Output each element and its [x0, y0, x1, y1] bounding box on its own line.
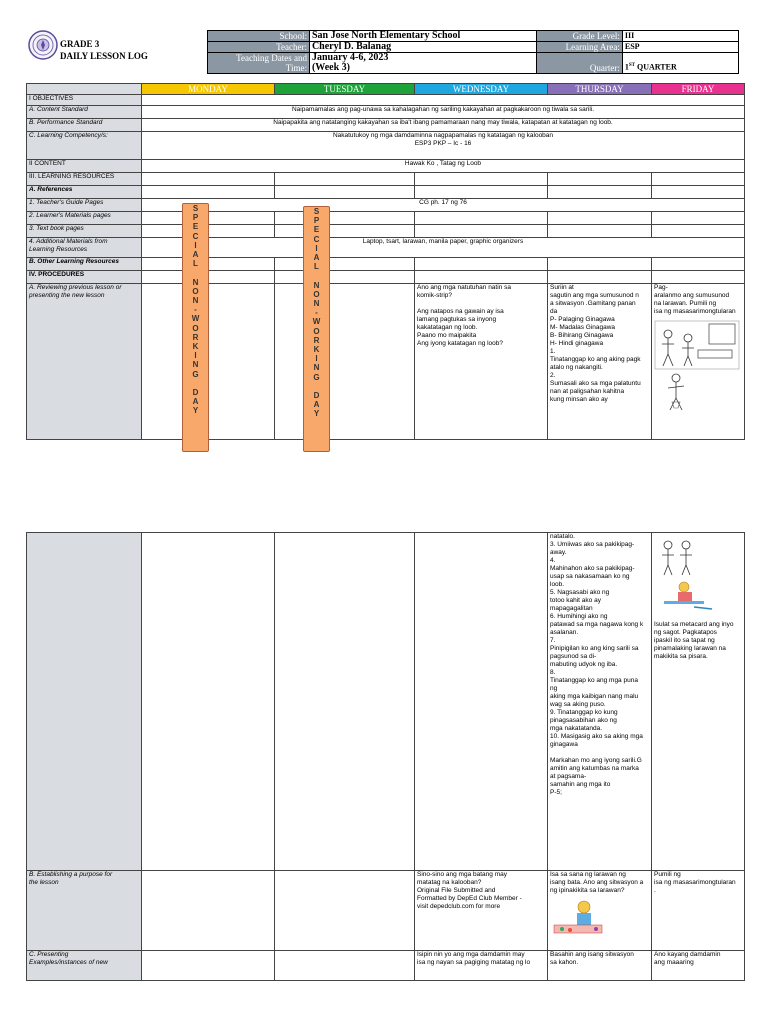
- special-day-letter: R: [192, 332, 199, 342]
- purpose-wed-line: matatag na kalooban?: [417, 879, 482, 886]
- reviewing-wed-line: komik-strip?: [417, 292, 453, 299]
- special-day-letter: N: [192, 360, 199, 370]
- continued-thu-line: mga nakatatanda.: [550, 725, 603, 732]
- dates-line2: (Week 3): [311, 62, 350, 73]
- content-standard-label: A. Content Standard: [27, 106, 142, 119]
- reviewing-thu-line: 1.: [550, 348, 556, 355]
- purpose-thu-line: isang bata. Ano ang sitwasyon a: [550, 879, 644, 886]
- special-day-letter: P: [313, 216, 320, 226]
- reviewing-fri-line: aralanmo ang sumusunod: [654, 292, 730, 299]
- references-thu: [548, 186, 652, 199]
- continued-thu-text: [550, 533, 649, 797]
- special-day-letter: O: [192, 323, 199, 333]
- purpose-fri-text: [654, 871, 742, 895]
- continued-fri-line: pinamalaking larawan na: [654, 645, 726, 652]
- special-day-letter: C: [192, 231, 199, 241]
- resources-fri: [652, 173, 745, 186]
- presenting-wed: [415, 951, 548, 981]
- other-tue: [275, 258, 415, 271]
- corner-cell: [27, 84, 142, 95]
- purpose-wed-line: Original File Submitted and: [417, 887, 496, 894]
- day-tuesday: TUESDAY: [275, 84, 415, 95]
- presenting-thu-text: [550, 951, 649, 967]
- special-non-working-day-monday: [182, 203, 209, 452]
- special-day-letter: K: [192, 342, 199, 352]
- presenting-tue: [275, 951, 415, 981]
- presenting-label: [27, 951, 142, 981]
- competency-code: ESP3 PKP – Ic - 16: [414, 140, 472, 147]
- other-fri: [652, 258, 745, 271]
- procedures-label: IV. PROCEDURES: [27, 271, 142, 284]
- continued-thu-line: Markahan mo ang iyong sarili.G: [550, 757, 642, 764]
- content-value: Hawak Ko , Tatag ng Loob: [142, 160, 745, 173]
- other-wed: [415, 258, 548, 271]
- continued-fri-text: [654, 621, 742, 661]
- continued-thu-line: 5. Nagsasabi ako ng: [550, 589, 610, 596]
- purpose-wed-line: Sino-sino ang mga batang may: [417, 871, 507, 878]
- special-day-letter: I: [315, 354, 318, 364]
- lm-label: 2. Learner's Materials pages: [27, 212, 142, 225]
- special-day-letter: A: [192, 250, 199, 260]
- special-day-letter: A: [313, 400, 320, 410]
- additional-label-line1: 4. Additional Materials from: [29, 238, 108, 245]
- reviewing-wed-line: Paano mo maipakita: [417, 332, 477, 339]
- reviewing-fri-line: Pag-: [654, 284, 668, 291]
- purpose-wed-line: Formatted by DepEd Club Member -: [417, 895, 522, 902]
- reviewing-thu-line: Tinatanggap ko ang aking pagk: [550, 356, 641, 363]
- other-thu: [548, 258, 652, 271]
- special-day-letter: L: [193, 259, 198, 269]
- special-day-letter: S: [192, 204, 199, 213]
- additional-label-line2: Learning Resources: [29, 246, 88, 253]
- reviewing-fri-line: isa ng masasarimongtularan: [654, 308, 736, 315]
- quarter-number: 1: [624, 63, 629, 72]
- resources-tue: [275, 173, 415, 186]
- special-day-letter: [183, 379, 208, 388]
- purpose-fri: [652, 871, 745, 951]
- continued-thu-line: pagsunod sa di-: [550, 653, 597, 660]
- reviewing-thu-line: a sitwasyon .Gamitang panan: [550, 300, 636, 307]
- additional-label: [27, 238, 142, 258]
- other-resources-label: B. Other Learning Resources: [27, 258, 142, 271]
- purpose-thu-line: ng ipinakikita sa larawan?: [550, 887, 625, 894]
- special-day-letter: N: [192, 296, 199, 306]
- continued-thu-line: natatalo.: [550, 533, 575, 540]
- reviewing-label-line1: A. Reviewing previous lesson or: [29, 284, 122, 291]
- tb-wed: [415, 225, 548, 238]
- continued-thu-line: asalanan.: [550, 629, 579, 636]
- special-day-letter: [304, 382, 329, 391]
- objectives-label: I OBJECTIVES: [27, 95, 142, 106]
- continued-thu-line: aking mga kaibigan nang malu: [550, 693, 639, 700]
- special-day-letter: N: [313, 280, 320, 290]
- special-day-letter: G: [192, 369, 199, 379]
- title-block: [60, 38, 148, 62]
- purpose-wed: [415, 871, 548, 951]
- continued-thu-line: amitin ang katumbas na marka: [550, 765, 639, 772]
- special-day-letter: L: [314, 262, 319, 272]
- purpose-tue: [275, 871, 415, 951]
- competency-line1: Nakatutukoy ng mga damdaminna nagpapamalas ng katatagan ng kalooban: [332, 132, 554, 139]
- resources-thu: [548, 173, 652, 186]
- content-label: II CONTENT: [27, 160, 142, 173]
- continued-thu-line: 7.: [550, 637, 556, 644]
- reviewing-thu-line: sagutin ang mga sumusunod n: [550, 292, 639, 299]
- special-day-letter: Y: [313, 409, 320, 419]
- special-day-letter: I: [315, 243, 318, 253]
- day-friday: FRIDAY: [652, 84, 745, 95]
- purpose-thu-text: [550, 871, 649, 895]
- purpose-fri-line: .: [654, 887, 656, 894]
- dates-label-line1: Teaching Dates and: [236, 53, 307, 63]
- continued-thu-line: 10. Masigasig ako sa aking mga: [550, 733, 643, 740]
- reviewing-thu-line: M- Madalas Ginagawa: [550, 324, 616, 331]
- special-day-letter: E: [313, 225, 320, 235]
- reviewing-wed-line: Ano ang mga natutuhan natin sa: [417, 284, 511, 291]
- special-day-letter: W: [312, 317, 321, 327]
- reviewing-thu-line: 2.: [550, 372, 556, 379]
- quarter-label: Quarter:: [537, 53, 623, 74]
- teacher-value: Cheryl D. Balanag: [309, 42, 536, 53]
- quarter-value: [622, 53, 738, 74]
- dates-label: [208, 53, 310, 74]
- continued-thu-line: Pinipigilan ko ang king sarili sa: [550, 645, 639, 652]
- reviewing-wed-text: [417, 284, 545, 348]
- continued-thu-line: away.: [550, 549, 567, 556]
- content-standard-value: Naipamamalas ang pag-unawa sa kahalagahan ng sariling kakayahan at pagkakaroon ng tiwala sa sarili.: [142, 106, 745, 119]
- purpose-thu: [548, 871, 652, 951]
- procedures-fri: [652, 271, 745, 284]
- presenting-label-line2: Examples/instances of new: [29, 959, 108, 966]
- learning-area-label: Learning Area:: [537, 42, 623, 53]
- purpose-mon: [142, 871, 275, 951]
- continued-thu-line: 9. Tinatanggap ko kung: [550, 709, 618, 716]
- lesson-log-table: [26, 83, 745, 440]
- continued-fri-line: ipaskil ito sa tapat ng: [654, 637, 715, 644]
- purpose-thu-line: Isa sa sana ng larawan ng: [550, 871, 626, 878]
- continued-thu-line: 8.: [550, 669, 556, 676]
- grade-level-label: Grade Level:: [537, 31, 623, 42]
- purpose-label-line1: B. Establishing a purpose for: [29, 871, 113, 878]
- deped-seal-icon: [28, 30, 58, 60]
- reviewing-thu-line: nan at paligsahan kahitna: [550, 388, 625, 395]
- dates-value: [309, 53, 536, 74]
- continued-fri: [652, 533, 745, 871]
- special-non-working-day-tuesday: [303, 206, 330, 452]
- presenting-fri-line: ang maaaring: [654, 959, 694, 966]
- objectives-cell: [142, 95, 745, 106]
- purpose-fri-line: isa ng masasarimongtularan: [654, 879, 736, 886]
- reviewing-label: [27, 284, 142, 440]
- continued-thu-line: mapagagalitan: [550, 605, 593, 612]
- special-day-letter: O: [313, 289, 320, 299]
- reviewing-wed-line: Ang iyong katatagan ng loob?: [417, 340, 504, 347]
- continued-thu-line: usap sa nakasamaan ko ng: [550, 573, 630, 580]
- continued-mon: [142, 533, 275, 871]
- continued-thu-line: mabuting udyok ng iba.: [550, 661, 618, 668]
- grade-level-value: III: [622, 31, 738, 42]
- learning-area-value: ESP: [622, 42, 738, 53]
- special-day-letter: W: [191, 314, 200, 324]
- special-day-letter: A: [313, 253, 320, 263]
- continued-fri-line: Isulat sa metacard ang inyo: [654, 621, 734, 628]
- tg-label: 1. Teacher's Guide Pages: [27, 199, 142, 212]
- presenting-wed-text: [417, 951, 545, 967]
- grade-title: GRADE 3: [60, 39, 100, 49]
- presenting-thu-line: sa kahon.: [550, 959, 579, 966]
- continued-thu-line: Mahinahon ako sa pakikipag-: [550, 565, 635, 572]
- special-day-letter: C: [313, 234, 320, 244]
- competency-label: C. Learning Competency/s:: [27, 132, 142, 160]
- continued-fri-line: makikita sa pisara.: [654, 653, 708, 660]
- header-info-table: [207, 30, 739, 74]
- reviewing-thu-line: P- Palaging Ginagawa: [550, 316, 615, 323]
- special-day-letter: -: [315, 308, 318, 318]
- special-day-letter: D: [313, 391, 320, 401]
- children-illustration-icon: [654, 535, 740, 615]
- teacher-label: Teacher:: [208, 42, 310, 53]
- child-drawing-icon: [550, 897, 606, 937]
- presenting-wed-line: isa ng nayan sa pagiging matatag ng lo: [417, 959, 531, 966]
- continued-fri-line: ng sagot. Pagkatapos: [654, 629, 717, 636]
- special-day-letter: G: [313, 372, 320, 382]
- lm-tue: [275, 212, 415, 225]
- quarter-text: QUARTER: [635, 63, 677, 72]
- child-figure-icon: [656, 372, 696, 412]
- lm-thu: [548, 212, 652, 225]
- day-monday: MONDAY: [142, 84, 275, 95]
- resources-mon: [142, 173, 275, 186]
- purpose-wed-line: visit depedclub.com for more: [417, 903, 501, 910]
- references-wed: [415, 186, 548, 199]
- competency-value: [142, 132, 745, 160]
- continued-thu-line: 6. Humihingi ako ng: [550, 613, 608, 620]
- reviewing-wed: [415, 284, 548, 440]
- special-day-letter: Y: [192, 406, 199, 416]
- reviewing-fri: [652, 284, 745, 440]
- lesson-log-table-continued: [26, 532, 745, 981]
- special-day-letter: P: [192, 213, 199, 223]
- special-day-letter: N: [313, 299, 320, 309]
- continued-thu-line: P-5;: [550, 789, 562, 796]
- references-mon: [142, 186, 275, 199]
- reviewing-wed-line: [417, 300, 545, 308]
- performance-standard-value: Naipapakita ang natatanging kakayahan sa iba't ibang pamamaraan nang may tiwala, katapatan at katatagan ng loob.: [142, 119, 745, 132]
- tb-thu: [548, 225, 652, 238]
- reviewing-wed-line: kakatatagan ng loob.: [417, 324, 478, 331]
- presenting-fri-text: [654, 951, 742, 967]
- reviewing-wed-line: Ang natapos na gawain ay isa: [417, 308, 504, 315]
- procedures-thu: [548, 271, 652, 284]
- continued-thu-line: samahin ang mga ito: [550, 781, 611, 788]
- reviewing-thu-text: [550, 284, 649, 404]
- presenting-thu: [548, 951, 652, 981]
- purpose-label: [27, 871, 142, 951]
- special-day-letter: E: [192, 222, 199, 232]
- procedures-wed: [415, 271, 548, 284]
- continued-tue: [275, 533, 415, 871]
- classroom-illustration-icon: [654, 320, 740, 370]
- school-value: San Jose North Elementary School: [309, 31, 536, 42]
- special-day-letter: O: [313, 326, 320, 336]
- reviewing-tue: [275, 284, 415, 440]
- references-fri: [652, 186, 745, 199]
- reviewing-thu-line: da: [550, 308, 558, 315]
- purpose-wed-text: [417, 871, 545, 911]
- special-day-letter: D: [192, 388, 199, 398]
- presenting-fri-line: Ano kayang damdamin: [654, 951, 721, 958]
- special-day-letter: K: [313, 345, 320, 355]
- continued-thu: [548, 533, 652, 871]
- reviewing-thu-line: atalo ng nakangiti.: [550, 364, 603, 371]
- presenting-wed-line: Isipin nin yo ang mga damdamin may: [417, 951, 525, 958]
- presenting-mon: [142, 951, 275, 981]
- reviewing-wed-line: lamang pagtukas sa inyong: [417, 316, 497, 323]
- doc-title: DAILY LESSON LOG: [60, 51, 148, 61]
- tg-value: CG ph. 17 ng 76: [142, 199, 745, 212]
- day-thursday: THURSDAY: [548, 84, 652, 95]
- special-day-letter: I: [194, 351, 197, 361]
- special-day-letter: N: [313, 363, 320, 373]
- tb-label: 3. Text book pages: [27, 225, 142, 238]
- continued-thu-line: 3. Umiiwas ako sa pakikipag-: [550, 541, 635, 548]
- dates-line1: January 4-6, 2023: [311, 52, 389, 63]
- reviewing-fri-line: na larawan. Pumili ng: [654, 300, 717, 307]
- references-tue: [275, 186, 415, 199]
- continued-thu-line: 4.: [550, 557, 556, 564]
- reviewing-label-line2: presenting the new lesson: [29, 292, 105, 299]
- continued-thu-line: at pagsama-: [550, 773, 587, 780]
- tb-tue: [275, 225, 415, 238]
- purpose-label-line2: the lesson: [29, 879, 59, 886]
- special-day-letter: O: [192, 286, 199, 296]
- procedures-tue: [275, 271, 415, 284]
- continued-thu-line: ng: [550, 685, 558, 692]
- resources-label: III. LEARNING RESOURCES: [27, 173, 142, 186]
- references-label: A. References: [27, 186, 142, 199]
- additional-value: Laptop, tsart, larawan, manila paper, graphic organizers: [142, 238, 745, 258]
- reviewing-thu-line: Sumasali ako sa mga palatuntu: [550, 380, 641, 387]
- dates-label-line2: Time:: [285, 63, 307, 73]
- continued-thu-line: wag sa aking puso.: [550, 701, 606, 708]
- continued-thu-line: patawad sa mga nagawa kong k: [550, 621, 644, 628]
- continued-thu-line: totoo kahit ako ay: [550, 597, 601, 604]
- special-day-letter: -: [194, 305, 197, 315]
- tb-fri: [652, 225, 745, 238]
- reviewing-fri-text: [654, 284, 742, 316]
- continued-wed: [415, 533, 548, 871]
- presenting-thu-line: Basahin ang isang sitwasyon: [550, 951, 634, 958]
- reviewing-thu: [548, 284, 652, 440]
- special-day-letter: R: [313, 335, 320, 345]
- special-day-letter: [183, 268, 208, 277]
- continued-thu-line: [550, 749, 649, 757]
- continued-label: [27, 533, 142, 871]
- quarter-sup: ST: [628, 63, 635, 69]
- continued-thu-line: ginagawa: [550, 741, 578, 748]
- reviewing-thu-line: H- Hindi ginagawa: [550, 340, 604, 347]
- continued-thu-line: pinagsasabihan ako ng: [550, 717, 617, 724]
- school-label: School:: [208, 31, 310, 42]
- special-day-letter: A: [192, 397, 199, 407]
- reviewing-thu-line: kung minsan ako ay: [550, 396, 608, 403]
- purpose-fri-line: Pumili ng: [654, 871, 681, 878]
- continued-thu-line: Tinatanggap ko ang mga puna: [550, 677, 638, 684]
- continued-thu-line: loob.: [550, 581, 565, 588]
- special-day-letter: S: [313, 207, 320, 216]
- lm-fri: [652, 212, 745, 225]
- day-wednesday: WEDNESDAY: [415, 84, 548, 95]
- special-day-letter: N: [192, 277, 199, 287]
- presenting-label-line1: C. Presenting: [29, 951, 69, 958]
- resources-wed: [415, 173, 548, 186]
- reviewing-thu-line: Suriin at: [550, 284, 574, 291]
- special-day-letter: [304, 271, 329, 280]
- presenting-fri: [652, 951, 745, 981]
- lm-wed: [415, 212, 548, 225]
- performance-standard-label: B. Performance Standard: [27, 119, 142, 132]
- special-day-letter: I: [194, 240, 197, 250]
- reviewing-thu-line: B- Bihirang Ginagawa: [550, 332, 614, 339]
